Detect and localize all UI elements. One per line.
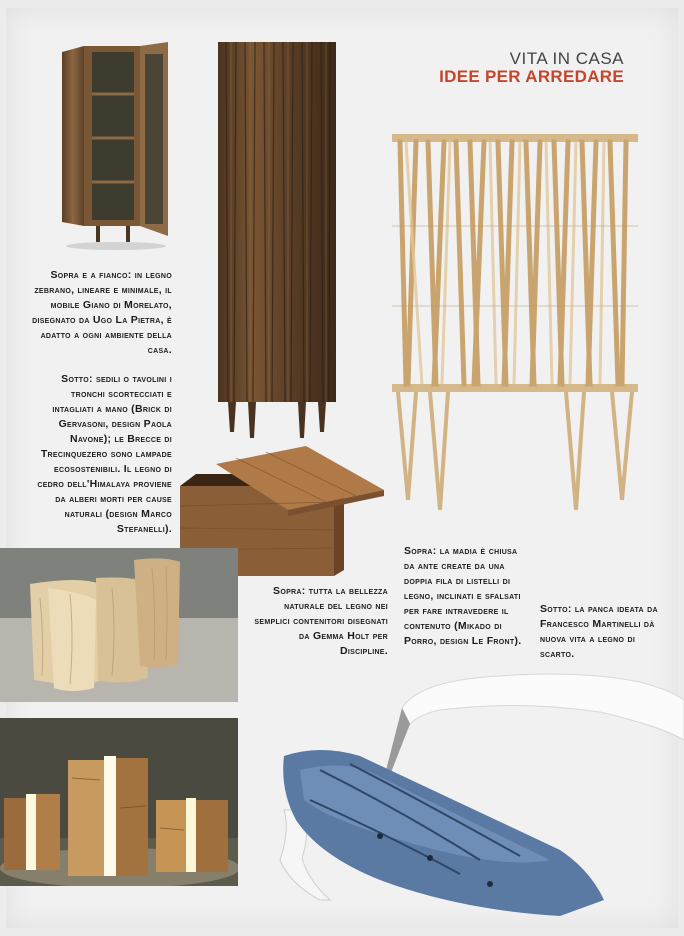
photo-martinelli-bench — [260, 660, 684, 920]
section-kicker: VITA IN CASA — [509, 49, 624, 68]
photo-brick-stools — [0, 548, 238, 702]
caption-tronchi: Sotto: sedili o tavolini i tronchi scortecciati e intagliati a mano (Brick di Gervasoni, design Paola Navone); le Brecce di Trecinquezero sono lampade ecosostenibili. Il legno di cedro dell'Himalaya proviene da alberi morti per cause naturali (design Marco Stefanelli). — [37, 373, 172, 535]
section-title: IDEE PER ARREDARE — [439, 66, 624, 86]
photo-giano-cabinet-open — [56, 40, 178, 252]
caption-madia: Sopra: la madia è chiusa da ante create da una doppia fila di listelli di legno, inclinati e sfalsati per fare intravedere il contenuto (Mikado di Porro, design Le Front). — [404, 545, 522, 647]
caption-contenitori: Sopra: tutta la bellezza naturale del legno nei semplici contenitori disegnati da Gemma Holt per Discipline. — [254, 585, 388, 657]
caption-panca: Sotto: la panca ideata da Francesco Martinelli dà nuova vita a legno di scarto. — [540, 603, 658, 660]
photo-giano-cabinet-closed — [214, 40, 342, 440]
section-label — [439, 50, 624, 86]
caption-giano: Sopra e a fianco: in legno zebrano, lineare e minimale, il mobile Giano di Morelato, disegnato da Ugo La Pietra, è adatto a ogni ambiente della casa. — [32, 269, 172, 356]
photo-mikado-madia — [386, 126, 644, 516]
photo-brecce-lamps — [0, 718, 238, 886]
